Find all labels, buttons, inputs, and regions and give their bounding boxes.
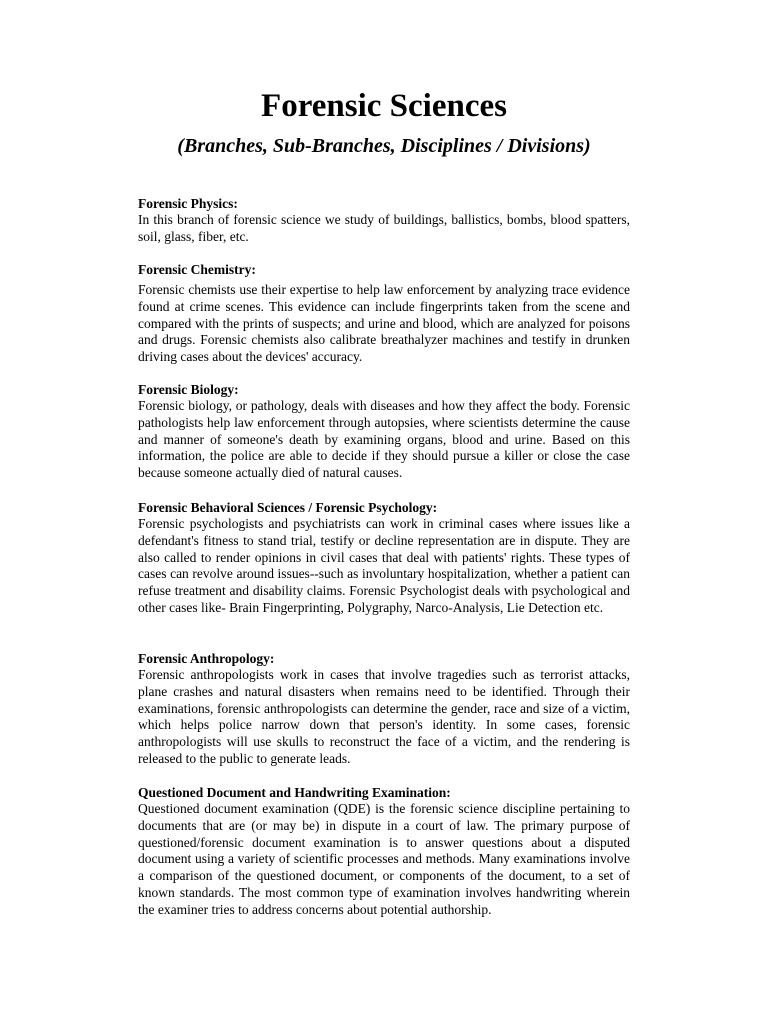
section-body: Forensic chemists use their expertise to help law enforcement by analyzing trace evidence found at crime scenes. This evidence can include fingerprints taken from the scene and compared with the prints of suspects; and urine and blood, which are analyzed for poisons and drugs. Forensic chemists also calibrate breathalyzer machines and testify in drunken driving cases about the devices' accuracy. [138,282,630,365]
section-heading: Forensic Behavioral Sciences / Forensic Psychology: [138,500,438,515]
section-forensic-psychology [138,499,630,617]
section-heading: Forensic Chemistry: [138,262,256,277]
section-heading: Forensic Physics: [138,196,238,211]
section-questioned-document [138,784,630,919]
page-subtitle: (Branches, Sub-Branches, Disciplines / Divisions) [177,135,591,157]
section-forensic-anthropology [138,650,630,768]
section-heading: Forensic Biology: [138,382,239,397]
section-body: Forensic psychologists and psychiatrists can work in criminal cases where issues like a defendant's fitness to stand trial, testify or decline representation are in dispute. They are also called to render opinions in civil cases that deal with patients' rights. These types of cases can revolve around issues--such as involuntary hospitalization, whether a patient can refuse treatment and disability claims. Forensic Psychologist deals with psychological and other cases like- Brain Fingerprinting, Polygraphy, Narco-Analysis, Lie Detection etc. [138,516,630,615]
section-heading: Forensic Anthropology: [138,651,275,666]
section-body: Forensic anthropologists work in cases that involve tragedies such as terrorist attacks, plane crashes and natural disasters when remains need to be identified. Through their examinations, forensic anthropologists can determine the gender, race and size of a victim, which helps police narrow down that person's identity. In some cases, forensic anthropologists will use skulls to reconstruct the face of a victim, and the rendering is released to the public to generate leads. [138,667,630,766]
section-body: Questioned document examination (QDE) is the forensic science discipline pertaining to documents that are (or may be) in dispute in a court of law. The primary purpose of questioned/forensic document examination is to answer questions about a disputed document using a variety of scientific processes and methods. Many examinations involve a comparison of the questioned document, or components of the document, to a set of known standards. The most common type of examination involves handwriting wherein the examiner tries to address concerns about potential authorship. [138,801,630,917]
section-body: Forensic biology, or pathology, deals with diseases and how they affect the body. Forensic pathologists help law enforcement through autopsies, where scientists determine the cause and manner of someone's death by examining organs, blood and urine. Based on this information, the police are able to decide if they should pursue a killer or close the case because someone actually died of natural causes. [138,398,630,481]
page-title: Forensic Sciences [261,88,507,124]
section-forensic-chemistry [138,261,630,366]
section-heading: Questioned Document and Handwriting Examination: [138,785,451,800]
section-forensic-biology [138,381,630,482]
section-body: In this branch of forensic science we study of buildings, ballistics, bombs, blood spatters, soil, glass, fiber, etc. [138,212,630,244]
section-forensic-physics [138,195,630,246]
